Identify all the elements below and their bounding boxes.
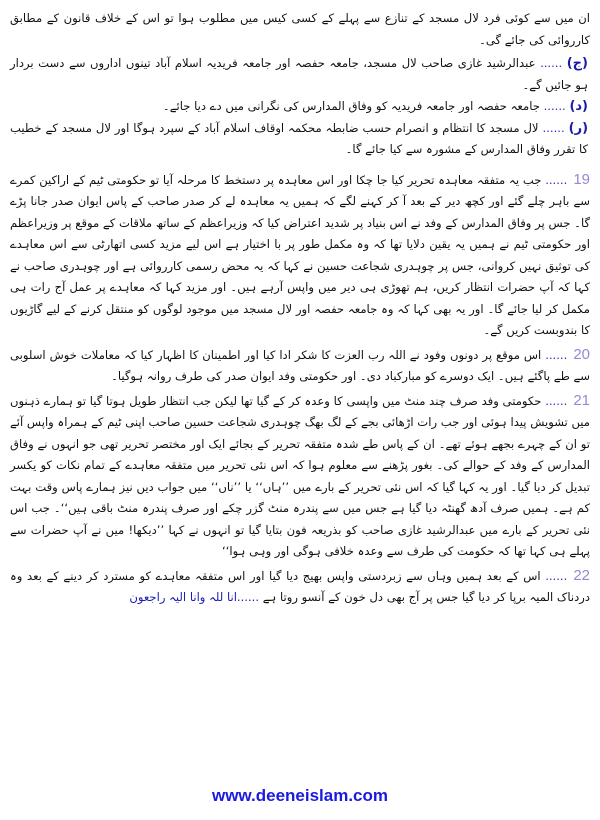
paragraph-19 <box>10 169 590 342</box>
item-marker: (ج) <box>566 56 588 71</box>
list-item-jeem <box>10 53 590 96</box>
paragraph-text: جب یہ متفقہ معاہدہ تحریر کیا جا چکا اور اس معاہدہ پر دستخط کا مرحلہ آیا تو حکومتی ٹیم کے اراکین کمرے سے باہر چلے گئے اور کچھ دیر کے بعد آ کر کہنے لگے کہ ہمیں یہ معاہدہ لے کر صدر صاحب کے پاس ایوان صدر جانا پڑے گا۔ جس پر وفاق المدارس کے وفد نے اس بنیاد پر شدید اعتراض کیا کہ وزیراعظم کے ساتھ ملاقات کے موقع پر وزیراعظم اور حکومتی ٹیم نے ہمیں یہ یقین دلایا تھا کہ وہ مکمل طور پر با اختیار ہے اس لیے مزید کسی اتھارٹی سے اس معاہدے کی توثیق نہیں کروانی، جس پر چوہدری شجاعت حسین نے کہا کہ یہ محض رسمی کارروائی ہے اور چوہدری صاحب نے کہا کہ آپ حضرات انتظار کریں، ہم تھوڑی ہی دیر میں واپس آرہے ہیں۔ اور مزید کہا کہ معاہدے پر عمل آج رات ہی مکمل کر لیا جائے گا۔ اور یہ بھی کہا کہ وہ جامعہ حفصہ اور لال مسجد میں موجود لوگوں کو منتقل کرنے کے لیے گاڑیوں کا بندوبست کریں گے۔ <box>10 172 590 337</box>
paragraph-dots: ...... <box>545 172 568 187</box>
item-dots: ...... <box>540 56 563 70</box>
paragraph-number: 21 <box>573 391 590 409</box>
paragraph-number: 22 <box>573 566 590 584</box>
paragraph-text: حکومتی وفد صرف چند منٹ میں واپسی کا وعدہ کر کے گیا تھا لیکن جب انتظار طویل ہوتا گیا تو ہمارے ذہنوں میں تشویش پیدا ہوئی اور جب رات اڑھائی بجے کے لگ بھگ چوہدری شجاعت حسین صاحب اپنی ٹیم کے ہمراہ واپس آئے تو ان کے چہرے بجھے ہوئے تھے۔ ان کے پاس طے شدہ متفقہ تحریر کے بجائے ایک اور مختصر تحریر تھی جو انہوں نے وفاق المدارس کے وفد کے حوالے کی۔ بغور پڑھنے سے معلوم ہوا کہ اس نئی تحریر میں متفقہ معاہدے کے تمام نکات کو یکسر تبدیل کر دیا گیا۔ اور یہ کہا گیا کہ اس نئی تحریر کے بارے میں ’’ہاں‘‘ یا ’’ناں‘‘ میں جواب دیں نیز ہمارے پاس وقت بہت کم ہے۔ ہمیں صرف آدھ گھنٹہ دیا گیا ہے جس میں سے پندرہ منٹ گزر چکے اور صرف پندرہ منٹ باقی ہیں‘‘۔ جب اس نئی تحریر کے بارے میں عبدالرشید غازی صاحب کو بذریعہ فون بتایا گیا تو انہوں نے کہا ’’دیکھا! میں نے آپ حضرات سے پہلے ہی کہا تھا کہ حکومت کی طرف سے وعدہ خلافی ہوگی اور وہی ہوا‘‘ <box>10 393 590 558</box>
paragraph-dots: ...... <box>545 568 568 583</box>
paragraph-text: اس موقع پر دونوں وفود نے اللہ رب العزت کا شکر ادا کیا اور اطمینان کا اظہار کیا کہ معاملات خوش اسلوبی سے طے پاگئے ہیں۔ ایک دوسرے کو مبارکباد دی۔ اور حکومتی وفد ایوان صدر کی طرف روانہ ہوگیا۔ <box>10 347 590 383</box>
website-url-link[interactable]: www.deeneislam.com <box>211 786 389 805</box>
paragraph-22 <box>10 565 590 609</box>
paragraph-number: 19 <box>573 170 590 188</box>
item-text: جامعہ حفصہ اور جامعہ فریدیہ کو وفاق المدارس کی نگرانی میں دے دیا جائے۔ <box>162 99 540 113</box>
urdu-document-body <box>10 8 590 609</box>
list-item-re <box>10 118 590 161</box>
paragraph-dots: ...... <box>545 393 568 408</box>
item-dots: ...... <box>542 120 565 135</box>
item-dots: ...... <box>543 99 566 113</box>
closing-phrase: ......انا للہ وانا الیہ راجعون <box>129 590 260 604</box>
paragraph-number: 20 <box>573 345 590 363</box>
item-marker: (د) <box>569 99 588 114</box>
paragraph-text: اس کے بعد ہمیں وہاں سے زبردستی واپس بھیج دیا گیا اور اس متفقہ معاہدے کو مسترد کر دینے کے بعد وہ دردناک المیہ برپا کر دیا گیا جس پر آج بھی دل خون کے آنسو روتا ہے <box>10 568 590 604</box>
intro-paragraph: ان میں سے کوئی فرد لال مسجد کے تنازع سے پہلے کے کسی کیس میں مطلوب ہوا تو اس کے خلاف قانون کے مطابق کارروائی کی جائے گی۔ <box>10 11 590 47</box>
paragraph-21 <box>10 390 590 563</box>
item-text: عبدالرشید غازی صاحب لال مسجد، جامعہ حفصہ اور جامعہ فریدیہ اسلام آباد تینوں اداروں سے دست بردار ہو جائیں گے۔ <box>10 56 588 92</box>
paragraph-dots: ...... <box>545 347 568 362</box>
item-text: لال مسجد کا انتظام و انصرام حسب ضابطہ محکمہ اوقاف اسلام آباد کے سپرد ہوگا اور لال مسجد کے خطیب کا تقرر وفاق المدارس کے مشورہ سے کیا جائے گا۔ <box>10 120 588 156</box>
list-item-daal <box>10 96 590 118</box>
paragraph-20 <box>10 344 590 388</box>
item-marker: (ر) <box>568 120 589 136</box>
